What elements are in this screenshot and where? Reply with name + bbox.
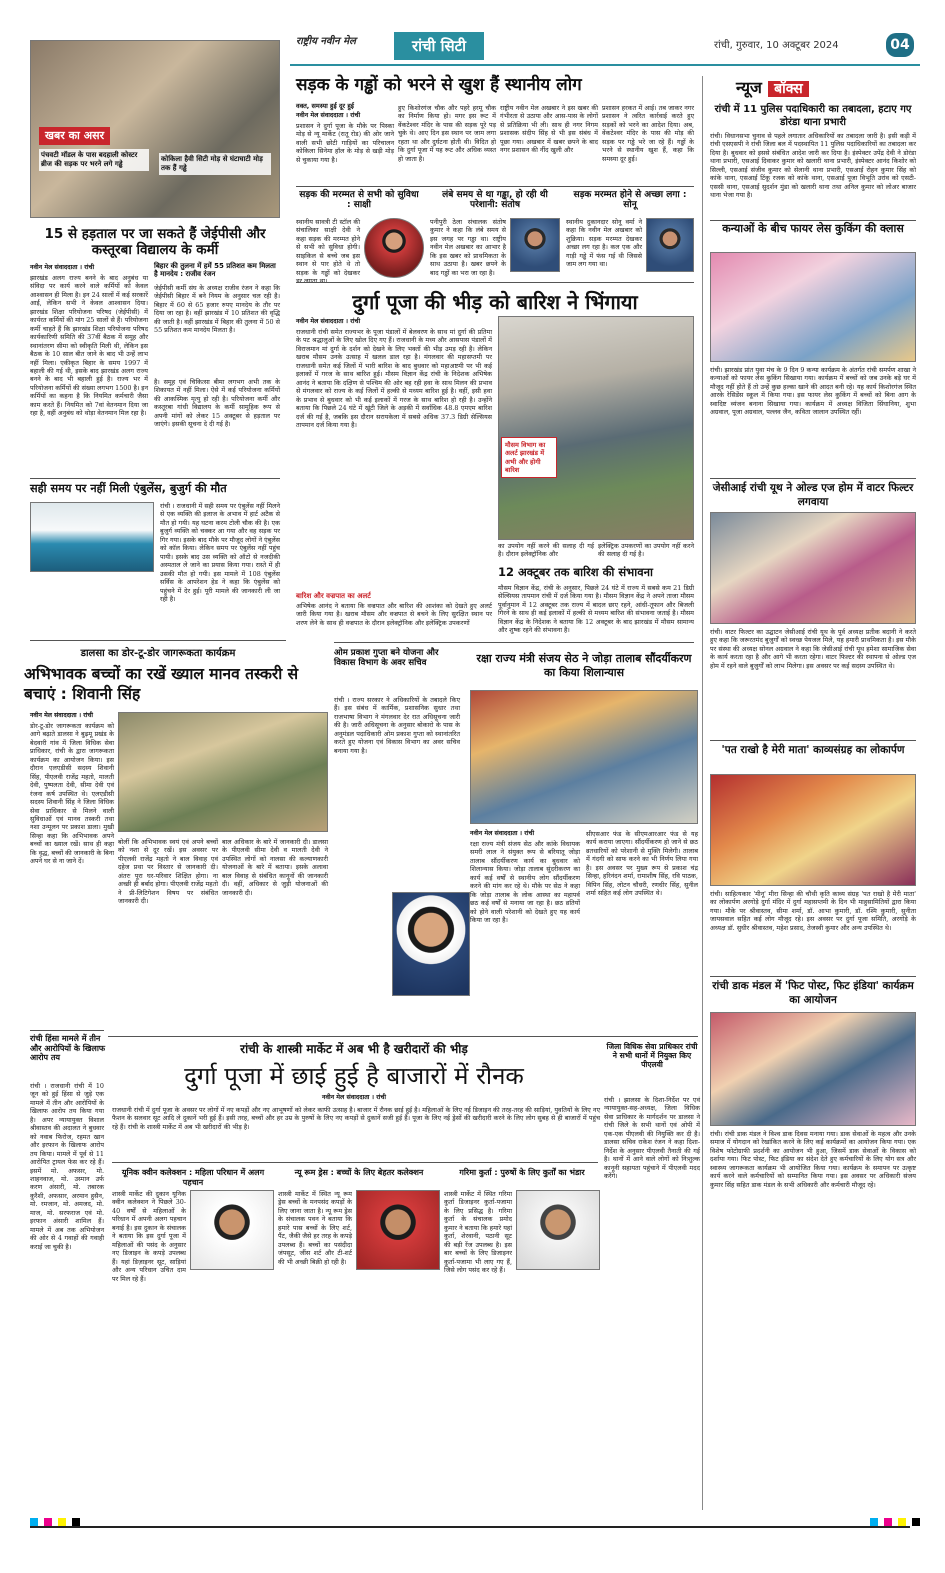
- quote-santosh-headline: लंबे समय से था गड्ढा, हो रही थी परेशानी: संतोष: [442, 190, 548, 211]
- police-headline: रांची में 11 पुलिस पदाधिकारी का तबादला, हटाए गए डोरंडा थाना प्रभारी: [714, 104, 912, 128]
- strike-sidebar-body: जेईपीसी कर्मी संघ के अध्यक्ष राजीव रंजन ने कहा कि जेईपीसी बिहार में बने नियम के अनुसार चल रही है। बिहार में 60 से 65 हजार रुपए मानदेय के तौर पर दिया जा रहा है। वहीं झारखंड में 10 प्रतिशत की वृद्धि की जाती है। वहीं झारखंड में बिहार की तुलना में 50 से 55 प्रतिशत कम मानदेय मिलता है।: [154, 284, 280, 335]
- dalsa-col-2: बोलीं कि अभिभावक स्वयं एवं अपने बच्चों को नशा से दूर रखें। इस अवसर पर पीएलवी राजेंद्र महतो ने बाल विवाह एवं दहेज प्रथा पर विस्तार से जानकारी दी। अंतरः पूरा घर-परिवार शिक्षित होगा। ना अच्छी ही बर्बाद होगा। पीएलवी राजेंद्र महतो ने प्री-लिटिगेशन विषय पर संबंधित जानकारी दी।: [118, 838, 218, 906]
- roads-kicker: वक्त, समस्या हुई दूर हुई: [296, 102, 354, 110]
- market-box-3-headline: गरिमा कुर्ता : पुरुषों के लिए कुर्तों का भंडार: [459, 1168, 585, 1177]
- dalsa-headline: अभिभावक बच्चों का रखें ख्याल मानव तस्करी से बचाएं : शिवानी सिंह: [24, 665, 299, 704]
- post-photo: [710, 1012, 916, 1126]
- masthead: [290, 30, 920, 64]
- poem-photo: [710, 774, 916, 886]
- sonu-portrait: [646, 218, 694, 272]
- dalsa-photo: [118, 712, 328, 832]
- jci-body: रांची। वाटर फिल्टर का उद्घाटन जेसीआई रांची यूथ के पूर्व अध्यक्ष प्रतीक बदानी ने करते हुए कहा कि जरूरतमंद बुजुर्गों को स्वच्छ पेयजल मिले, यह हमारी प्राथमिकता है। इस मौके पर संस्था की अध्यक्ष सोनल अग्रवाल ने कहा कि जेसीआई रांची यूथ हमेशा सामाजिक सेवा के कार्य करता रहा है और आगे भी करता रहेगा। वाटर फिल्टर की स्थापना से ओल्ड एज होम में रहने वाले बुजुर्गों को लाभ मिलेगा। इस अवसर पर कई सदस्य उपस्थित थे।: [710, 628, 916, 670]
- om-body: रांची । राज्य सरकार ने अधिकारियों के तबादले किए हैं। इस संबंध में कार्मिक, प्रशासनिक सुधार तथा राजभाषा विभाग ने मंगलवार देर रात अधिसूचना जारी की है। जारी अधिसूचना के अनुसार बोकारो के पास के अनुमंडल पदाधिकारी ओम प्रकाश गुप्ता को स्थानांतरित करते हुए योजना एवं विकास विभाग का अवर सचिव बनाया गया है।: [334, 696, 460, 755]
- cooking-body: रांची। झारखंड प्रांत युवा मंच के 9 दिन 9 कन्या कार्यक्रम के अंतर्गत रांची समर्पण शाखा ने कन्याओं को फायर लेस कुकिंग सिखाया गया। कार्यक्रम में बच्चों को जब उनके बड़े घर में मौजूद नहीं होते हैं तो उन्हें कुछ हल्का खाने की आदत बनी रहे। यह कार्य किशोरगंज स्थित आरके रेसिडेंस स्कूल में किया गया। इस फायर लेस कुकिंग में बच्चों को बिना आग के स्वादिष्ट व्यंजन बनाना सिखाया गया। कार्यक्रम में अध्यक्ष विजिता सिंघानिया, शुभा अग्रवाल, पूजा अग्रवाल, पल्लव जैन, कविता जालान उपस्थित रहीं।: [710, 366, 916, 417]
- quote-sonu-body: स्थानीय दुकानदार सोनू वर्मा ने कहा कि नवीन मेल अखबार को शुक्रिया। सड़क मरम्मत देखकर अच्छा लग रहा है। कल एक और गाड़ी गड्ढे में फंस गई थी जिससे जाम लग गया था।: [566, 218, 642, 269]
- dateline: रांची, गुरुवार, 10 अक्टूबर 2024: [714, 40, 839, 51]
- masthead-rule: [290, 64, 920, 66]
- market-byline: नवीन मेल संवाददाता । रांची: [321, 1094, 387, 1101]
- market-box-2-headline: न्यू रूम ड्रेस : बच्चों के लिए बेहतर कलेक्शन: [294, 1168, 424, 1177]
- police-body: रांची। विधानसभा चुनाव से पहले लगातार अधिकारियों का तबादला जारी है। इसी कड़ी में रांची एसएसपी ने रांची जिला बल में पदस्थापित 11 पुलिस पदाधिकारियों का तबादला कर दिया है। बुधवार को इससे संबंधित आदेश जारी कर दिया है। इंस्पेक्टर उपेंद्र देवी ने डोरंडा थाना प्रभारी, एसआई दिवाकर कुमार को खलारी थाना प्रभारी, इंस्पेक्टर आनंद किशोर को सिल्ली, एसआई संजीव कुमार को सेलानी थाना प्रभारी, एसआई रोहन कुमार सिंह को कांके थाना, एसआई टिंकू रजक को कांके थाना, एसआई पूजा विभूति उरांव को एसटी-एससी थाना, एसआई सुदर्शन मुंडा को खलारी थाना तथा अनिल कुमार को लोअर बाजार थाना भेजा गया है।: [710, 132, 916, 200]
- hinsa-body: रांची । राजधानी रांची में 10 जून को हुई हिंसा से जुड़े एक मामले में तीन और आरोपियों के खिलाफ आरोप तय किया गया है। अपर न्यायायुक्त विशाल श्रीवास्तव की अदालत ने बुधवार को नवाब फिरोज, रहमत खान और इरफान के खिलाफ आरोप तय किया। मामले में पूर्व से 11 आरोपित ट्रायल फेस कर रहे हैं। इसमें मो. अफसर, मो. शाहनवाज, मो. उस्मान उर्फ करण अंसारी, मो. तबारक कुरैशी, अफसार, अरमान हुसैन, मो. रमजान, मो. अमजद, मो. माज, मो. सरफराज एवं मो. इरफान अंसारी शामिल हैं। मामले में अब तक अभियोजन की ओर से 4 गवाहों की गवाही कराई जा चुकी है।: [30, 1082, 104, 1251]
- om-portrait: [392, 892, 470, 996]
- lead-photo-caption-2: कोकिला हैवी सिटी मोड़ से घंटाघाटी मोड़ तक हैं गड्ढे: [159, 153, 271, 175]
- market-box-3-body: शास्त्री मार्केट में स्थित गरिमा कुर्ता डिजाइनर कुर्ता-पजामा के लिए प्रसिद्ध है। गरिमा कुर्ता के संचालक प्रमोद कुमार ने बताया कि हमारे यहां कुर्ता, शेरवानी, पठानी सूट की बड़ी रेंज उपलब्ध है। इस बार बच्चों के लिए डिजाइनर कुर्ता-पजामा भी लाए गए हैं, जिसे लोग पसंद कर रहे हैं।: [444, 1190, 512, 1275]
- strike-headline: 15 से हड़ताल पर जा सकते हैं जेईपीसी और कस्तूरबा विद्यालय के कर्मी: [44, 226, 266, 259]
- poem-headline: 'पत राखो है मेरी माता' काव्यसंग्रह का लोकार्पण: [721, 744, 905, 756]
- quote-sakshi-headline: सड़क की मरम्मत से सभी को सुविधा : साक्षी: [299, 190, 419, 211]
- sanjay-byline: नवीन मेल संवाददाता । रांची: [470, 830, 535, 837]
- strike-sidebar-headline: बिहार की तुलना में हमें 55 प्रतिशत कम मिलता है मानदेय : राजीव रंजन: [154, 262, 276, 279]
- post-headline: रांची डाक मंडल में 'फिट पोस्ट, फिट इंडिया' कार्यक्रम का आयोजन: [712, 980, 914, 1006]
- market-box-3-portrait: [516, 1190, 600, 1270]
- roads-col-1: प्रशासन ने दुर्गा पूजा के मौके पर पिस्का मोड़ से न्यू मार्केट (रातू रोड) की ओर जाने वाली सभी छोटी गाड़ियों का परिचालन कोकिला सिनेमा हॉल के मोड़ से खड़ी मोड़ से चुकाया गया है।: [296, 122, 394, 164]
- jci-headline: जेसीआई रांची यूथ ने ओल्ड एज होम में वाटर फिल्टर लगवाया: [712, 482, 914, 508]
- page-number: 04: [886, 33, 914, 57]
- ambulance-body: रांची । राजधानी में सही समय पर एंबुलेंस नहीं मिलने से एक व्यक्ति की इलाज के अभाव में हार्ट अटैक से मौत हो गयी। यह घटना करम टोली चौक की है। एक बुजुर्ग व्यक्ति को चक्कर आ गया और वह सड़क पर गिर गया। इसके बाद मौके पर मौजूद लोगों ने एंबुलेंस को कॉल किया। लेकिन समय पर एंबुलेंस नहीं पहुंच पायी। इसके बाद उस व्यक्ति को ऑटो से नजदीकी अस्पताल ले जाने का प्रयास किया गया। रास्ते में ही उसकी मौत हो गयी। इस मामले में 108 एंबुलेंस सर्विस के आपरेशन हेड ने कहा कि एंबुलेंस को पहुंचने में देर हुई। पूरी मामले की जानकारी ली जा रही है।: [160, 502, 280, 603]
- forecast-body: मौसम विज्ञान केंद्र, रांची के अनुसार, पिछले 24 घंटे में राज्य में सबसे कम 21 डिग्री सेल्सियस तापमान रांची में दर्ज किया गया है। मौसम विज्ञान केंद्र ने अपने ताजा मौसम पूर्वानुमान में 12 अक्टूबर तक राज्य में बादल छाए रहने, आंधी-तूफान और बिजली गिरने के साथ ही कई इलाकों में हल्की से मध्यम बारिश की संभावना जताई है। मौसम विज्ञान केंद्र के निदेशक ने बताया कि 12 अक्टूबर के बाद झारखंड में मौसम सामान्य और शुष्क रहने की संभावना है।: [498, 584, 694, 635]
- jilla-body: रांची । झालसा के दिशा-निर्देश पर एवं न्यायायुक्त-सह-अध्यक्ष, जिला विधिक सेवा प्राधिकार के मार्गदर्शन पर डालसा ने रांची जिले के सभी थानों एवं ओपी में एक-एक पीएलवी की नियुक्ति कर दी है। डालसा सचिव राकेश रंजन ने कहा दिशा-निर्देश के अनुसार पीएलवी तैनाती की गई है। थानों में आने वाले लोगों को निःशुल्क कानूनी सहायता पहुंचाने में पीएलवी मदद करेंगे।: [604, 1096, 700, 1181]
- ambulance-photo: [30, 502, 154, 572]
- quote-santosh-body: पनीपुरी ठेला संचालक संतोष कुमार ने कहा कि लंबे समय से इस जगह पर गड्ढा था। राष्ट्रीय नवीन मेल अखबार का आभार है कि इस खबर को प्राथमिकता के साथ उठाया है। खबर छपने के बाद गड्ढों का भरा जा रहा है।: [430, 218, 506, 277]
- cooking-headline: कन्याओं के बीच फायर लेस कुकिंग की क्लास: [722, 222, 904, 235]
- post-body: रांची। रांची डाक मंडल ने विश्व डाक दिवस मनाया गया। डाक सेवाओं के महत्व और उनके समाज में योगदान को रेखांकित करने के लिए कई कार्यक्रमों का आयोजन किया गया। एक विशेष फोटोग्राफी प्रदर्शनी का आयोजन भी हुआ, जिसमें डाक सेवाओं के विकास को दर्शाया गया। फिट पोस्ट, फिट इंडिया का संदेश देते हुए कर्मचारियों के लिए योग सत्र और स्वास्थ्य जागरूकता कार्यक्रम भी आयोजित किया गया। कार्यक्रम के समापन पर उत्कृष्ट कार्य करने वाले कर्मचारियों को सम्मानित किया गया। इस अवसर पर अधिकारी संजय कुमार सिंह सहित डाक मंडल के सभी अधिकारी और कर्मचारी मौजूद रहे।: [710, 1130, 916, 1189]
- sanjay-col-2: सीएसआर फंड के सीएमआरआर फंड से यह कार्य कराया जाएगा। सौंदर्यीकरण हो जाने से छठ व्रतधारियों को परेशानी से मुक्ति मिलेगी। तालाब में गंदगी को साफ करने का भी निर्णय लिया गया है। इस अवसर पर मुख्य रूप से प्रकाश चंद्र सिन्हा, हरिनंदन शर्मा, रामाशीष सिंह, रवि पाठक, विपिन सिंह, लोटन चौधरी, रणधीर सिंह, सुनील शर्मा सहित कई लोग उपस्थित थे।: [586, 830, 698, 898]
- lead-photo-caption: पंचवटी मॉडल के पास बदहाली कोस्टर ब्रीज की सड़क पर भरने लगे गड्ढे: [39, 149, 149, 171]
- market-box-1-headline: यूनिक क्वीन कलेक्शन : महिला परिधान में अलग पहचान: [121, 1168, 265, 1187]
- impact-tag: खबर का असर: [39, 127, 110, 145]
- roads-byline: नवीन मेल संवाददाता । रांची: [296, 112, 361, 119]
- dalsa-col-3: बाल अधिकार के बारे में जानकारी दी। डालसा के पीएलवी सीमा देवी व मालती देवी ने उपस्थित लोगों को नालसा की कल्याणकारी योजनाओं के बारे में बताया। इसके अलावा बाल विवाह से संबंधित कानूनों की जानकारी दी। वहीं, अधिकार से जुड़ी योजनाओं की जानकारी दी।: [222, 838, 328, 897]
- rain-sub-body: अभिषेक आनंद ने बताया कि वज्रपात और बारिश की आशंका को देखते हुए अलर्ट जारी किया गया है। खराब मौसम और वज्रपात से बचने के लिए सुरक्षित स्थान पर शरण लेने के साथ ही वज्रपात के दौरान इलेक्ट्रॉनिक और इलेक्ट्रिक उपकरणों: [296, 602, 492, 627]
- cooking-photo: [710, 252, 916, 362]
- dalsa-byline: नवीन मेल संवाददाता । रांची: [30, 712, 93, 719]
- rain-headline: दुर्गा पूजा की भीड़ को बारिश ने भिंगाया: [352, 290, 638, 314]
- color-swatches: [30, 1518, 920, 1528]
- strike-body: झारखंड अलग राज्य बनने के बाद अनुबंध या संविदा पर कार्य करने वाले कर्मियों को केवल आश्वासन ही मिला है। इन 24 सालों में कई सरकारें आईं, लेकिन सभी ने केवल आश्वासन दिया। झारखंड शिक्षा परियोजना परिषद (जेईपीसी) में कार्यरत कर्मियों की मांग 25 सालों से हैं। परियोजना कर्मी चाहते हैं कि झारखंड शिक्षा परियोजना परिषद कार्यकारिणी समिति की 37वीं बैठक में समूह और स्थानांतरण सीमा को स्वीकृति मिली थी, लेकिन इस बैठक के 10 साल बीत जाने के बाद भी उन्हें लाभ नहीं मिला। एकीकृत बिहार के समय 1997 में बहाली की गई थी, इसके बाद झारखंड अलग राज्य बनने के बाद भी बहाली हुई है। राज्य भर में परियोजना कर्मियों की संख्या लगभग 1500 है। इन कर्मियों का कहना है कि नियमित कर्मचारी जैसा काम करते हैं। नियमित को 7वां वेतनमान दिया जा रहा है, वहीं अनुबंध को थोड़ा वेतनमान मिल रहा है।: [30, 274, 148, 418]
- rain-subhead: बारिश और वज्रपात का अलर्ट: [296, 592, 371, 600]
- roads-headline: सड़क के गड्ढों को भरने से खुश हैं स्थानीय लोग: [296, 75, 582, 95]
- hinsa-headline: रांची हिंसा मामले में तीन और आरोपियों के खिलाफ आरोप तय: [30, 1034, 106, 1063]
- roads-col-3: राष्ट्रीय नवीन मेल अखबार ने इस खबर की गंभीरता से उठाया और आस-पास के लोगों से प्रतिक्रिया भी ली। साथ ही नगर निगम प्रशासक संदीप सिंह से भी इस संबंध में पूछा गया। अखबार में खबर छपने के बाद नगर प्रशासन की नींद खुली और: [500, 104, 598, 155]
- strike-byline: नवीन मेल संवाददाता । रांची: [30, 264, 95, 271]
- rain-caption-left: का उपयोग नहीं करने की सलाह दी गई है। दौरान इलेक्ट्रॉनिक और: [498, 542, 594, 559]
- rain-caption-right: इलेक्ट्रिक उपकरणों का उपयोग नहीं करने की सलाह दी गई है।: [598, 542, 694, 559]
- rain-photo-caption: मौसम विभाग का अलर्ट झारखंड में अभी और होगी बारिश: [501, 437, 557, 478]
- sanjay-headline: रक्षा राज्य मंत्री संजय सेठ ने जोड़ा तालाब सौंदर्यीकरण का किया शिलान्यास: [476, 652, 692, 680]
- jilla-headline: जिला विधिक सेवा प्राधिकार रांची ने सभी थानों में नियुक्त किए पीएलवी: [606, 1042, 698, 1070]
- rain-photo: [498, 316, 694, 540]
- quote-sonu-headline: सड़क मरम्मत होने से अच्छा लगा : सोनू: [573, 190, 687, 211]
- roads-col-2: हुए किशोरगंज चौक और पहरे हरमू चौक का निर्माण किया हो। मगर इस रूट में वेंकटेश्वर मंदिर के पास की सड़क पूरे पड़ चुके थे। आए दिन इस स्थान पर जाम लगा रहता था और दुर्घटना होती थी। विदित हो कि दुर्गा पूजा में यह रूट और अधिक व्यस्त हो जाता है।: [398, 104, 496, 163]
- right-column-rule: [702, 76, 703, 1510]
- market-box-2-portrait: [356, 1190, 440, 1270]
- news-box-title-black: न्यूज: [736, 78, 762, 97]
- roads-col-4: प्रशासन हरकत में आई। तब जाकर नगर प्रशासन ने त्वरित कार्रवाई करते हुए सड़कों को भरने का आदेश दिया। अब, वेंकटेश्वर मंदिर के पास की मोड़ की सड़क पर गड्ढे भरे जा रहे हैं। गड्ढों के भरने से स्थानीय खुश हैं, कहा कि समस्या दूर हुई।: [602, 104, 694, 163]
- lead-photo: [30, 40, 280, 218]
- forecast-headline: 12 अक्टूबर तक बारिश की संभावना: [498, 565, 653, 579]
- santosh-portrait: [510, 218, 560, 272]
- rain-body: राजधानी रांची समेत राज्यभर के पूजा पंडालों में बेलवरण के साथ मां दुर्गा की प्रतिमा के पट श्रद्धालुओं के लिए खोल दिए गए हैं। राजधानी के मध्य और आसपास पंडालों में विराजमान मां दुर्गा के दर्शन को देखने के लिए भक्तों की भीड़ उमड़ रही है। लेकिन खराब मौसम उनके उत्साह में खलल डाल रहा है। मंगलवार की महासप्तमी पर राजधानी समेत कई जिलों में भारी बारिश के बाद बुधवार को महाअष्टमी पर भी कई इलाकों में गरज के साथ बारिश हुई। मौसम विज्ञान केंद्र रांची के निदेशक अभिषेक आनंद ने बताया कि दक्षिण से पश्चिम की ओर बह रही हवा के साथ मिलन की प्रभाव से मंगलवार को राज्य के कई जिलों में हल्की से मध्यम बारिश हुई है। वहीं, इसी हवा के प्रभाव से बुधवार को भी कई इलाकों में गरज के साथ बारिश हो रही है। उन्होंने बताया कि पिछले 24 घंटे में खूंटी जिले के अड़की में सर्वाधिक 48.8 एमएम बारिश दर्ज की गई है, जबकि इस दौरान सरायकेला में सबसे अधिक 37.3 डिग्री सेल्सियस तापमान दर्ज किया गया है।: [296, 328, 492, 429]
- news-box-title-red: बॉक्स: [768, 81, 809, 97]
- section-title: रांची सिटी: [394, 32, 484, 60]
- sakshi-portrait: [364, 218, 424, 278]
- masthead-logo: राष्ट्रीय नवीन मेल: [296, 36, 356, 47]
- jci-photo: [710, 512, 916, 624]
- market-box-2-body: शास्त्री मार्केट में स्थित न्यू रूम ड्रेस बच्चों के मनपसंद कपड़ों के लिए जाना जाता है। न्यू रूम ड्रेस के संचालक पवन ने बताया कि हमारे पास बच्चों के लिए शर्ट, पैंट, जैकी जैसे हर तरह के कपड़े उपलब्ध हैं। बच्चों का पसंदीदा जंपसूट, जींस शर्ट और टी-शर्ट की भी अच्छी बिक्री हो रही है।: [278, 1190, 352, 1266]
- poem-body: रांची। साहित्यकार 'मीनू' मीरा सिन्हा की चौथी कृति काव्य संग्रह 'पत राखो है मेरी माता' का लोकार्पण अरगोड़े दुर्गा मंदिर में दुर्गा महासप्तमी के दिन भी माहुसामितियों द्वारा किया गया। मौके पर श्रीवास्तव, सीमा शर्मा, डॉ. आभा कुमारी, डॉ. रश्मि कुमारी, सुनीता जायसवाल सहित कई लोग मौजूद रहे। इस अवसर पर दुर्गा पूजा समिति, अरगोड़े के अध्यक्ष डॉ. सुधीर श्रीवास्तव, महेश प्रसाद, तेजस्वी कुमार और अन्य उपस्थित थे।: [710, 890, 916, 932]
- strike-body-cont: है। समूह एवं चिकित्सा बीमा लगभग अभी तक के शिकायत में नहीं मिला। ऐसे में कई परियोजना कर्मियों की आकस्मिक मृत्यु हो रही है। परियोजना कर्मी और कस्तूरबा गांधी विद्यालय के कर्मी सामूहिक रूप से अपनी मांगों को लेकर 15 अक्टूबर से हड़ताल पर जाएंगे। इसकी सूचना दे दी गई है।: [154, 378, 280, 429]
- sanjay-photo: [470, 690, 698, 824]
- dalsa-body: डोर-टू-डोर जागरूकता कार्यक्रम को आगे बढ़ाते डालसा ने बुढ़मू प्रखंड के बेदवारी गांव में जिला विधिक सेवा प्राधिकार, रांची के द्वारा जागरूकता कार्यक्रम का आयोजन किया। इस दौरान एलएडीसी सदस्य शिवानी सिंह, पीएलवी राजेंद्र महतो, मालती देवी, पुष्पलता देवी, सीमा देवी एवं रंजना कर्ष उपस्थित थे। एलएडीसी सदस्य शिवानी सिंह ने जिला विधिक सेवा प्राधिकार से मिलने वाली सुविधाओं एवं मानव तस्करी तथा नशा उन्मूलन पर प्रकाश डाला। मुखी सिन्हा कहा कि अभिभावक अपने बच्चों का ख्याल रखें। साथ ही कहा कि वृद्ध, बच्चों की जानकारी के बिना अपने घर से ना जाने दें।: [30, 722, 114, 866]
- quote-sakshi-body: स्थानीय सावत्री टी स्टॉल की संचालिका साक्षी देवी ने कहा सड़क की मरम्मत होने से सभी को सुविधा होगी। साइकिल से बच्चे जब इस स्थान से पार होते थे तो सड़क के गड्ढों को देखकर डर लगता था।: [296, 218, 360, 286]
- market-kicker: रांची के शास्त्री मार्केट में अब भी है खरीदारों की भीड़: [240, 1042, 468, 1056]
- ambulance-headline: सही समय पर नहीं मिली एंबुलेंस, बुजुर्ग की मौत: [30, 482, 227, 495]
- market-box-1-body: शास्त्री मार्केट की दुकान यूनिक क्वीन कलेक्शन ने पिछले 30-40 वर्षों से महिलाओं के परिधान में अपनी अलग पहचान बनाई है। इस दुकान के संचालक ने बताया कि इस दुर्गा पूजा में महिलाओं की पसंद के अनुसार नए डिजाइन के कपड़े उपलब्ध हैं। यहां डिज़ाइनर सूट, साड़ियां और अन्य परिधान उचित दाम पर मिल रहे हैं।: [112, 1190, 186, 1283]
- om-headline: ओम प्रकाश गुप्ता बने योजना और विकास विभाग के अवर सचिव: [334, 648, 439, 669]
- dalsa-kicker: डालसा का डोर-टू-डोर जागरूकता कार्यक्रम: [80, 648, 236, 659]
- market-headline: दुर्गा पूजा में छाई हुई है बाजारों में रौनक: [184, 1062, 524, 1090]
- sanjay-col-1: रक्षा राज्य मंत्री संजय सेठ और कांके विधायक समरी लाल ने संयुक्त रूप से बरियातू जोड़ा तालाब सौंदर्यीकरण कार्य का बुधवार को शिलान्यास किया। जोड़ा तालाब सुंदरीकरण का कार्य कई वर्षों से स्थानीय लोग सौंदर्यीकरण करने की मांग कर रहे थे। मौके पर सेठ ने कहा कि जोड़ा तालाब के लोक आस्था का महापर्व छठ कई वर्षों से मनाया जा रहा है। छठ व्रतियों को होने वाली परेशानी को देखते हुए यह कार्य किया जा रहा है।: [470, 840, 580, 925]
- market-body: राजधानी रांची में दुर्गा पूजा के अवसर पर लोगों में नए कपड़ों और नए आभूषणों को लेकर काफी उत्साह है। बाजार में रौनक छाई हुई है। महिलाओं के लिए नई डिजाइन की तरह-तरह की साड़ियां, युवतियों के लिए नए फैशन के सलवार सूट आदि ले दुकानें भरी हुई हैं। इसी तरह, बच्चों और हर उम्र के पुरुषों के लिए नए कपड़ों से दुकानें सजी हुई हैं। पूजा के लिए नई ड्रेसों की खरीदारी करने के लिए लोग सुबह से ही बाजारों में पहुंच रहे हैं। रांची के शास्त्री मार्केट में अब भी खरीदारों की भीड़ है।: [112, 1106, 600, 1131]
- market-box-1-portrait: [190, 1190, 274, 1270]
- rain-byline: नवीन मेल संवाददाता । रांची: [296, 318, 361, 325]
- news-box-title: [736, 78, 809, 100]
